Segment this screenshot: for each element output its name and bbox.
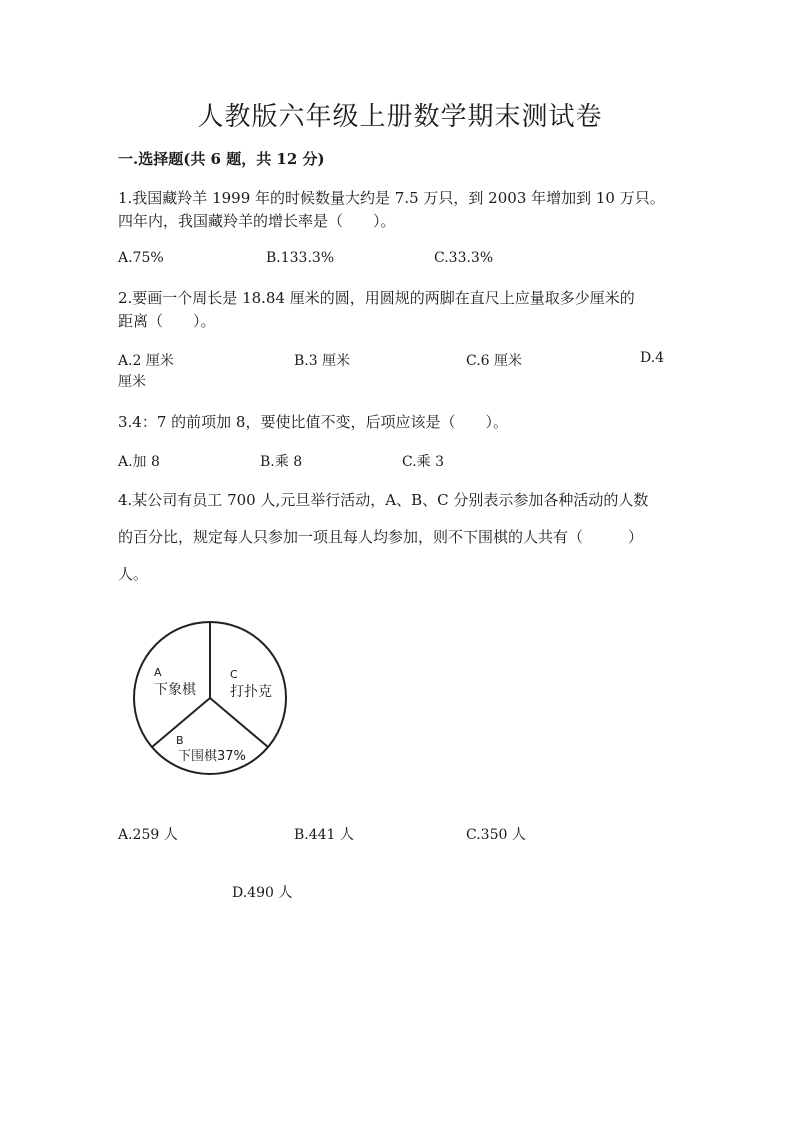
question-1-line-2: 四年内，我国藏羚羊的增长率是（ ）。: [118, 212, 396, 230]
question-4-option-b: B.441 人: [294, 827, 354, 843]
question-3-option-b: B.乘 8: [260, 454, 303, 470]
question-1-option-a: A.75%: [118, 250, 164, 266]
question-1-option-c: C.33.3%: [434, 250, 494, 266]
slice-a-letter: A: [154, 666, 162, 679]
question-2-line-1: 2.要画一个周长是 18.84 厘米的圆，用圆规的两脚在直尺上应量取多少厘米的: [118, 289, 635, 307]
question-4-option-d: D.490 人: [232, 885, 293, 901]
question-2-option-a: A.2 厘米: [118, 353, 174, 369]
question-3-option-a: A.加 8: [118, 454, 160, 470]
pie-chart: [130, 618, 290, 778]
question-3-option-c: C.乘 3: [402, 454, 445, 470]
slice-c-label: 打扑克: [230, 684, 272, 700]
question-4-line-1: 4.某公司有员工 700 人,元旦举行活动，A、B、C 分别表示参加各种活动的人数: [118, 491, 649, 509]
question-1-option-b: B.133.3%: [266, 250, 335, 266]
question-1-line-1: 1.我国藏羚羊 1999 年的时候数量大约是 7.5 万只，到 2003 年增加到 10 万只。: [118, 189, 665, 207]
page-title: 人教版六年级上册数学期末测试卷: [197, 102, 603, 132]
slice-b-label: 下围棋37%: [178, 749, 246, 764]
question-2-line-2: 距离（ ）。: [118, 312, 216, 330]
question-4-option-a: A.259 人: [118, 827, 178, 843]
slice-b-letter: B: [176, 734, 184, 747]
question-4-option-c: C.350 人: [466, 827, 526, 843]
section-heading: 一.选择题(共 6 题，共 12 分): [118, 150, 325, 168]
question-2-option-b: B.3 厘米: [294, 353, 351, 369]
question-2-option-d: D.4: [640, 350, 665, 366]
slice-a-label: 下象棋: [154, 682, 196, 698]
question-4-line-3: 人。: [118, 565, 149, 583]
question-2-option-d-wrap: 厘米: [118, 374, 146, 390]
slice-c-letter: C: [230, 668, 238, 681]
question-4-line-2: 的百分比，规定每人只参加一项且每人均参加，则不下围棋的人共有（ ）: [118, 528, 644, 546]
question-2-option-c: C.6 厘米: [466, 353, 523, 369]
question-3-line-1: 3.4：7 的前项加 8，要使比值不变，后项应该是（ ）。: [118, 413, 508, 431]
